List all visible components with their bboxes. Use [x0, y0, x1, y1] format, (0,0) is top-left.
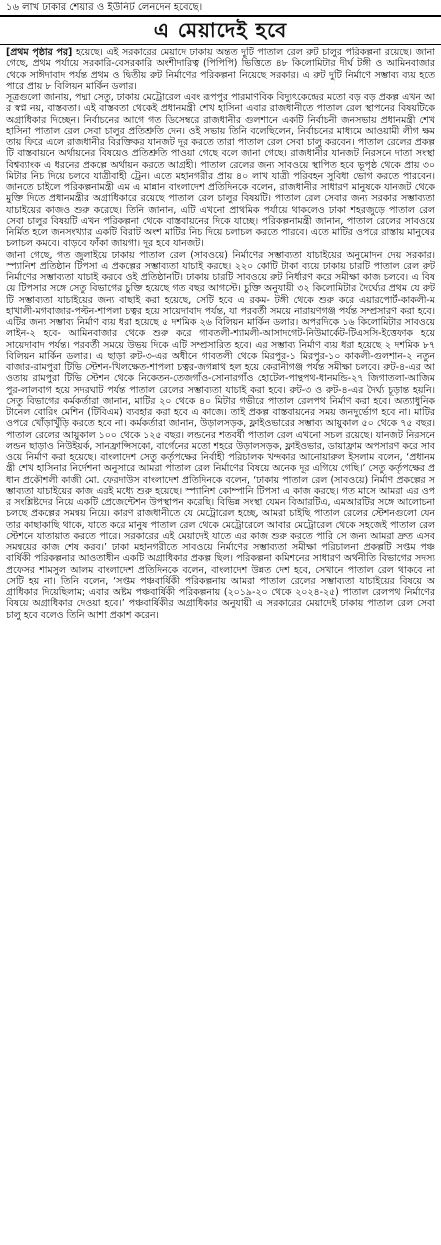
continued-from-front-page-tag: [প্রথম পৃষ্ঠার পর] — [6, 47, 73, 58]
headline-divider — [0, 44, 441, 45]
article-headline: এ মেয়াদেই হবে — [153, 18, 288, 42]
article-paragraph-3: জানা গেছে, গত জুলাইয়ে ঢাকায় পাতাল রেল (সাবওয়ে) নির্মাণের সম্ভাব্যতা যাচাইয়ের অনুমোদন দেয় সরকার। স্প্যানিশ প্রতিষ্ঠান টিপসা এ প্রকল্পের সম্ভাব্যতা যাচাই করছে। ২২০ কোটি টাকা ব্যয়ে ঢাকায় চারটি পাতাল রেল রুট নির্মাণের সম্ভাব্যতা যাচাই করবে ওই প্রতিষ্ঠানটি। ঢাকায় চারটি সাবওয়ে রুট নির্ধারণ করে সমীক্ষা কাজ চলবে। এ বিষয়ে টিপসার সঙ্গে সেতু বিভাগের চুক্তি হয়েছে গত বছর আগস্টে। চুক্তি অনুযায়ী ৩২ কিলোমিটার দৈর্ঘ্যের প্রথম যে রুটটি সম্ভাব্যতা যাচাইয়ের জন্য বাছাই করা হয়েছে, সেটি হবে এ রকম- টঙ্গী থেকে শুরু করে এয়ারপোর্ট-কাকলী-মহাখালী-মগবাজার-পল্টন-শাপলা চত্বর হয়ে সায়েদাবাদ পর্যন্ত, যা পরবর্তী সময়ে নারায়ণগঞ্জ পর্যন্ত সম্প্রসারণ করা হবে। এটির জন্য সম্ভাব্য নির্মাণ ব্যয় ধরা হয়েছে ৫ দশমিক ২৬ বিলিয়ন মার্কিন ডলার। অপরদিকে ১৬ কিলোমিটার সাবওয়ে লাইন-২ হবে- আমিনবাজার থেকে শুরু করে গাবতলী-শ্যামলী-আসাদগেট-নিউমার্কেট-টিএসসি-ইত্তেফাক হয়ে সায়েদাবাদ পর্যন্ত। পরবর্তী সময়ে উভয় দিকে এটি সম্প্রসারিত হবে। এর সম্ভাব্য নির্মাণ ব্যয় ধরা হয়েছে ২ দশমিক ৮৭ বিলিয়ন মার্কিন ডলার। এ ছাড়া রুট-৩-এর অধীনে গাবতলী থেকে মিরপুর-১ মিরপুর-১০ কাকলী-গুলশান-২ নতুনবাজার-রামপুরা টিভি স্টেশন-খিলক্ষেত-শাপলা চত্বর-জগন্নাথ হল হয়ে কেরানীগঞ্জ পর্যন্ত সমীক্ষা চলবে। রুট-৪-এর আওতায় রামপুরা টিভি স্টেশন থেকে নিকেতন-তেজগাঁও-সোনারগাঁও হোটেল-পান্থপথ-ধানমন্ডি-২৭ জিগাতলা-আজিমপুর-লালবাগ হয়ে সদরঘাট পর্যন্ত পাতাল রেলের সম্ভাব্যতা যাচাই করা হবে। রুট-৩ ও রুট-৪-এর দৈর্ঘ্য চূড়ান্ত হয়নি। সেতু বিভাগের কর্মকর্তারা জানান, মাটির ২০ থেকে ৪০ মিটার গভীরে পাতাল রেলপথ নির্মাণ করা হবে। অত্যাধুনিক টানেল বোরিং মেশিন (টিবিএম) ব্যবহার করা হবে এ কাজে। তাই প্রকল্প বাস্তবায়নের সময় জনদুর্ভোগ হবে না। মাটির ওপরে খোঁড়াখুঁড়ি করতে হবে না। কর্মকর্তারা জানান, উড়ালসড়ক, ফ্লাইওভারের সম্ভাব্য আয়ুকাল ৫০ থেকে ৭৫ বছর। পাতাল রেলের আয়ুকাল ১০০ থেকে ১২৫ বছর। লন্ডনের শতবর্ষী পাতাল রেল এখনো সচল রয়েছে। যানজট নিরসনে লন্ডন ছাড়াও নিউইয়র্ক, সানফ্রান্সিসকো, বার্গেনের মতো শহরে উড়ালসড়ক, ফ্লাইওভার, ডায়াফ্রাম অপসারণ করে সাবওয়ে নির্মাণ করা হয়েছে। বাংলাদেশ সেতু কর্তৃপক্ষের নির্বাহী পরিচালক খন্দকার আনোয়ারুল ইসলাম বলেন, ‘প্রধানমন্ত্রী শেখ হাসিনার নির্দেশনা অনুসারে আমরা পাতাল রেল নির্মাণের বিষয়ে অনেক দূর এগিয়ে গেছি।’ সেতু কর্তৃপক্ষের প্রধান প্রকৌশলী কাজী মো. ফেরদাউস বাংলাদেশ প্রতিদিনকে বলেন, ‘ঢাকায় পাতাল রেল (সাবওয়ে) নির্মাণ প্রকল্পের সম্ভাব্যতা যাচাইয়ের কাজ এরই মধ্যে শুরু হয়েছে। স্প্যানিশ কোম্পানি টিপসা এ কাজ করছে। গত মাসে আমরা এর ওপর সংশ্লিষ্টদের নিয়ে একটি প্রেজেন্টেশন উপস্থাপন করেছি। বিভিন্ন সংস্থা যেমন বিআরটিএ, এমআরটির সঙ্গে আলোচনা চলছে প্রকল্পের সমন্বয় নিয়ে। কারণ রাজধানীতে যে মেট্রোরেল হচ্ছে, আমরা চাইছি পাতাল রেলের স্টেশনগুলো যেন তার কাছাকাছি থাকে, যাতে করে মানুষ পাতাল রেল থেকে মেট্রোরেলে আবার মেট্রোরেল থেকে সহজেই পাতাল রেল স্টেশনে যাতায়াত করতে পারে। সরকারের এই মেয়াদেই যাতে এর কাজ শুরু করতে পারি সে জন্য আমরা দ্রুত এসব সমন্বয়ের কাজ শেষ করব।’ ঢাকা মহানগরীতে সাবওয়ে নির্মাণের সম্ভাব্যতা সমীক্ষা পরিচালনা প্রকল্পটি সপ্তম পঞ্চবার্ষিকী পরিকল্পনার আওতাধীন একটি অগ্রাধিকার প্রকল্প ছিল। পরিকল্পনা কমিশনের সাধারণ অর্থনীতি বিভাগের সদস্য প্রফেসর শামসুল আলম বাংলাদেশ প্রতিদিনকে বলেন, বাংলাদেশ উন্নত দেশ হবে, সেখানে পাতাল রেল থাকবে না সেটি হয় না। তিনি বলেন, ‘সপ্তম পঞ্চবার্ষিকী পরিকল্পনায় আমরা পাতাল রেলের সম্ভাব্যতা যাচাইয়ের বিষয়ে অগ্রাধিকার দিয়েছিলাম; এবার অষ্টম পঞ্চবার্ষিকী পরিকল্পনায় (২০১৯-২০ থেকে ২০২৪-২৫) পাতাল রেলপথ নির্মাণের বিষয়ে অগ্রাধিকার দেওয়া হবে।’ পঞ্চবার্ষিকীর অগ্রাধিকার অনুযায়ী এ সরকারের মেয়াদেই ঢাকায় পাতাল রেল সেবা চালু হবে বলেও তিনি আশা প্রকাশ করেন। — [6, 249, 435, 621]
article-paragraph-2: সূত্রগুলো জানায়, পদ্মা সেতু, ঢাকায় মেট্রোরেল এবং রূপপুর পারমাণবিক বিদ্যুৎকেন্দ্রের মতো বড় বড় প্রকল্প এখন আর স্বপ্ন নয়, বাস্তবতা। এই বাস্তবতা থেকেই প্রধানমন্ত্রী শেখ হাসিনা এবার রাজধানীতে পাতাল রেল স্থাপনের বিষয়টিকে অগ্রাধিকার দিচ্ছেন। নির্বাচনের আগে গত ডিসেম্বরে রাজধানীর গুলশানে একটি নির্বাচনী জনসভায় প্রধানমন্ত্রী শেখ হাসিনা পাতাল রেল সেবা চালুর প্রতিশ্রুতি দেন। ওই সভায় তিনি বলেছিলেন, নির্বাচনের মাধ্যমে আওয়ামী লীগ ক্ষমতায় ফিরে এলে রাজধানীর বিরক্তিকর যানজট দূর করতে তারা পাতাল রেল সেবা চালু করবেন। পাতাল রেলের প্রকল্পটি বাস্তবায়নে অর্থায়নের বিষয়েও প্রতিশ্রুতি পাওয়া গেছে বলে জানা গেছে। রাজধানীর যানজট নিরসনে দাতা সংস্থা বিশ্বব্যাংক এ ধরনের প্রকল্পে অর্থায়ন করতে আগ্রহী। পাতাল রেলের জন্য সাবওয়ে স্থাপিত হবে ভূপৃষ্ঠ থেকে প্রায় ৩০ মিটার নিচ দিয়ে চলবে যাত্রীবাহী ট্রেন। এতে মহানগরীর প্রায় ৪০ লাখ যাত্রী পরিবহন সুবিধা ভোগ করতে পারবেন। জানতে চাইলে পরিকল্পনামন্ত্রী এম এ মান্নান বাংলাদেশ প্রতিদিনকে বলেন, রাজধানীর সাধারণ মানুষকে যানজট থেকে মুক্তি দিতে প্রধানমন্ত্রীর অগ্রাধিকারে রয়েছে পাতাল রেল চালুর বিষয়টি। পাতাল রেল সেবার জন্য সরকার সম্ভাব্যতা যাচাইয়ের কাজও শুরু করেছে। তিনি জানান, এটি এখনো প্রাথমিক পর্যায়ে থাকলেও ঢাকা শহরজুড়ে পাতাল রেল সেবা চালুর বিষয়টি এখন পরিকল্পনা থেকে বাস্তবায়নের দিকে যাচ্ছে। পরিকল্পনামন্ত্রী জানান, পাতাল রেলের সাবওয়ে নির্মিত হলে জনসংখ্যার একটি বিরাট অংশ মাটির নিচ দিয়ে চলাচল করতে পারবে। এতে মাটির ওপরে রাস্তায় মানুষের চলাচল কমবে। বাড়বে ফাঁকা জায়গা। দূর হবে যানজট। — [6, 92, 435, 250]
article-paragraph-1 — [6, 47, 435, 92]
previous-article-tail: ১৬ লাখ ঢাকার শেয়ার ও ইউনিট লেনদেন হবেছে। — [6, 2, 203, 13]
article-body — [6, 47, 435, 1241]
paragraph-text: হয়েছে। এই সরকারের মেয়াদে ঢাকায় অন্তত দুটি পাতাল রেল রুট চালুর পরিকল্পনা রয়েছে। জানা গেছে, প্রথম পর্যায়ে সরকারি-বেসরকারি অংশীদারিত্ব (পিপিপি) ভিত্তিতে ৪৮ কিলোমিটার দীর্ঘ টঙ্গী ও আমিনবাজার থেকে সাঈদাবাদ পর্যন্ত প্রথম ও দ্বিতীয় রুট নির্মাণের পরিকল্পনা নিয়েছে সরকার। এ রুট দুটি নির্মাণে সম্ভাব্য ব্যয় হতে পারে প্রায় ৮ বিলিয়ন মার্কিন ডলার। — [6, 47, 435, 92]
